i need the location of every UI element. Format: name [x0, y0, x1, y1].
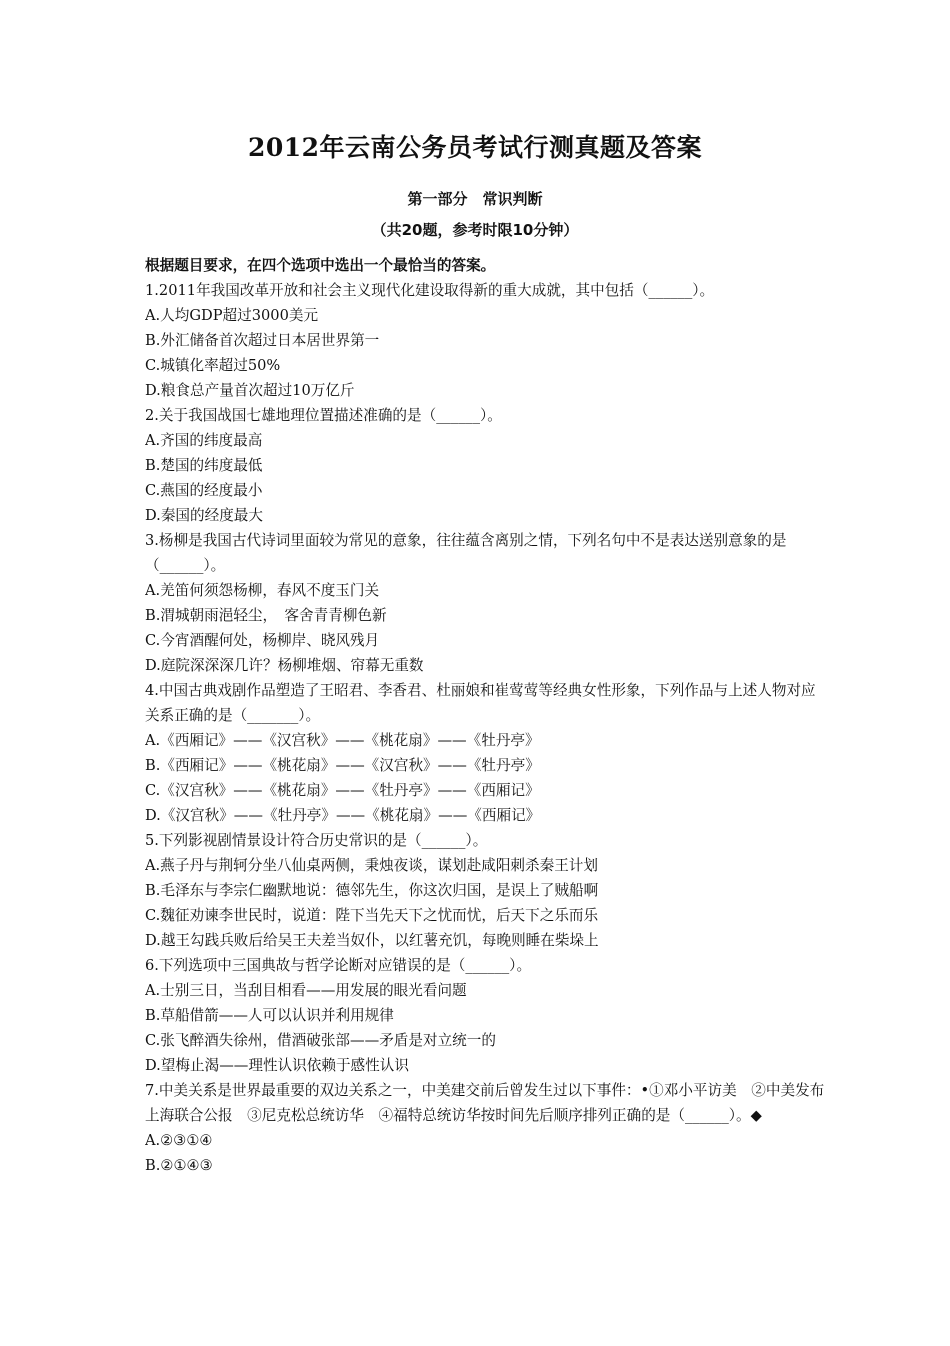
answer-option: B.《西厢记》——《桃花扇》——《汉宫秋》——《牡丹亭》 [145, 757, 540, 774]
question-body [145, 253, 825, 1178]
question-stem: 1.2011年我国改革开放和社会主义现代化建设取得新的重大成就，其中包括（______）。 [145, 282, 715, 299]
document-title: 2012年云南公务员考试行测真题及答案 [247, 133, 703, 162]
answer-option: D.秦国的经度最大 [145, 507, 263, 524]
answer-option: D.《汉宫秋》——《牡丹亭》——《桃花扇》——《西厢记》 [145, 807, 541, 824]
answer-option: C.燕国的经度最小 [145, 482, 263, 499]
question-item [145, 1078, 825, 1178]
answer-option: C.城镇化率超过50% [145, 357, 281, 374]
answer-option: C.《汉宫秋》——《桃花扇》——《牡丹亭》——《西厢记》 [145, 782, 540, 799]
answer-option: B.②①④③ [145, 1157, 213, 1174]
question-stem: 5.下列影视剧情景设计符合历史常识的是（______）。 [145, 832, 488, 849]
answer-option: B.楚国的纬度最低 [145, 457, 263, 474]
question-list [145, 278, 825, 1178]
answer-option: D.望梅止渴——理性认识依赖于感性认识 [145, 1057, 409, 1074]
answer-option: A.燕子丹与荆轲分坐八仙桌两侧，秉烛夜谈，谋划赴咸阳刺杀秦王计划 [145, 857, 598, 874]
question-stem: 2.关于我国战国七雄地理位置描述准确的是（______）。 [145, 407, 502, 424]
answer-option: B.草船借箭——人可以认识并利用规律 [145, 1007, 394, 1024]
part-note: （共20题，参考时限10分钟） [371, 221, 579, 239]
answer-option: D.粮食总产量首次超过10万亿斤 [145, 382, 355, 399]
answer-option: B.毛泽东与李宗仁幽默地说：德邻先生，你这次归国，是误上了贼船啊 [145, 882, 599, 899]
answer-option: B.渭城朝雨浥轻尘， 客舍青青柳色新 [145, 607, 387, 624]
question-stem: 7.中美关系是世界最重要的双边关系之一，中美建交前后曾发生过以下事件：•①邓小平访美 ②中美发布上海联合公报 ③尼克松总统访华 ④福特总统访华按时间先后顺序排列正确的是（______）。◆ [145, 1082, 825, 1124]
question-item [145, 278, 825, 403]
part-heading: 第一部分 常识判断 [407, 190, 543, 208]
answer-option: C.张飞醉酒失徐州，借酒破张部——矛盾是对立统一的 [145, 1032, 496, 1049]
question-item [145, 828, 825, 953]
question-stem: 4.中国古典戏剧作品塑造了王昭君、李香君、杜丽娘和崔莺莺等经典女性形象，下列作品与上述人物对应关系正确的是（_______）。 [145, 682, 816, 724]
answer-option: C.今宵酒醒何处，杨柳岸、晓风残月 [145, 632, 380, 649]
answer-option: A.《西厢记》——《汉宫秋》——《桃花扇》——《牡丹亭》 [145, 732, 540, 749]
answer-option: B.外汇储备首次超过日本居世界第一 [145, 332, 380, 349]
question-stem: 6.下列选项中三国典故与哲学论断对应错误的是（______）。 [145, 957, 532, 974]
answer-option: A.②③①④ [145, 1132, 213, 1149]
question-item [145, 678, 825, 828]
answer-option: A.羌笛何须怨杨柳，春风不度玉门关 [145, 582, 380, 599]
answer-option: A.齐国的纬度最高 [145, 432, 263, 449]
answer-option: D.越王勾践兵败后给吴王夫差当奴仆，以红薯充饥，每晚则睡在柴垛上 [145, 932, 599, 949]
instruction-text: 根据题目要求，在四个选项中选出一个最恰当的答案。 [145, 257, 496, 274]
question-item [145, 403, 825, 528]
answer-option: C.魏征劝谏李世民时，说道：陛下当先天下之忧而忧，后天下之乐而乐 [145, 907, 599, 924]
answer-option: D.庭院深深深几许？杨柳堆烟、帘幕无重数 [145, 657, 424, 674]
answer-option: A.士别三日，当刮目相看——用发展的眼光看问题 [145, 982, 467, 999]
answer-option: A.人均GDP超过3000美元 [145, 307, 319, 324]
question-item [145, 528, 825, 678]
question-item [145, 953, 825, 1078]
question-stem: 3.杨柳是我国古代诗词里面较为常见的意象，往往蕴含离别之情，下列名句中不是表达送别意象的是（______）。 [145, 532, 787, 574]
